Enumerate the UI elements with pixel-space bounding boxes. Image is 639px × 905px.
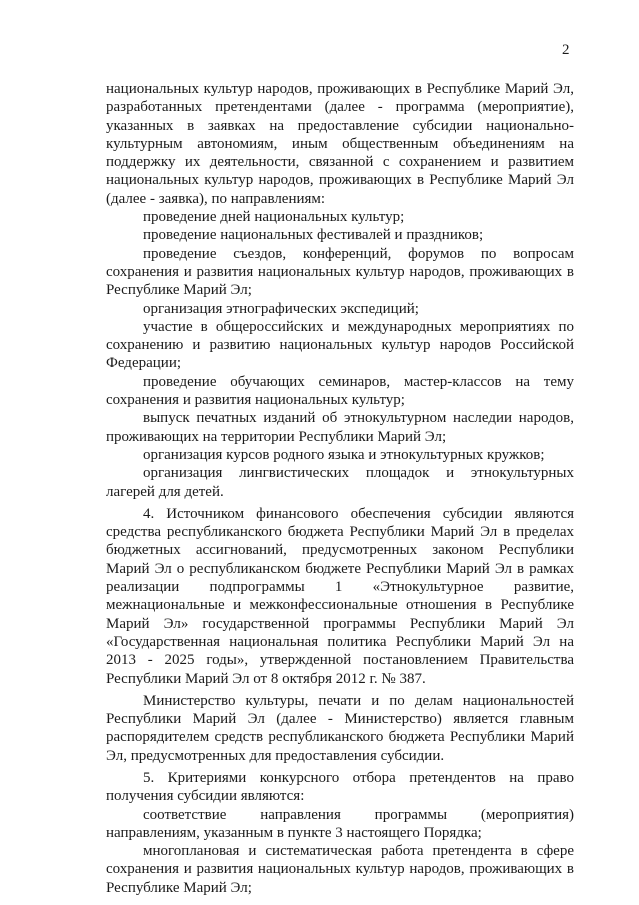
list-item-participation: участие в общероссийских и международных мероприятиях по сохранению и развитию национальных культур народов Российской Федерации; bbox=[106, 318, 574, 372]
list-item-criteria-work: многоплановая и систематическая работа претендента в сфере сохранения и развития национальных культур народов, проживающих в Республике Марий Эл; bbox=[106, 843, 574, 896]
paragraph-ministry: Министерство культуры, печати и по делам национальностей Республики Марий Эл (далее - Министерство) является главным распорядителем средств республиканского бюджета Республики Марий Эл, предусмотренных для предоставления субсидии. bbox=[106, 692, 574, 764]
list-item-national-culture-days: проведение дней национальных культур; bbox=[143, 209, 405, 226]
paragraph-intro-continuation: национальных культур народов, проживающих в Республике Марий Эл, разработанных претендентами (далее - программа (мероприятие), указанных в заявках на предоставление субсидии национально-культурным автономиям, иным общественным объединениям на поддержку их деятельности, связанной с сохранением и развитием национальных культур народов, проживающих в Республике Марий Эл (далее - заявка), по направлениям: bbox=[106, 81, 574, 207]
list-item-language-courses: организация курсов родного языка и этнокультурных кружков; bbox=[143, 446, 545, 463]
list-item-congresses: проведение съездов, конференций, форумов по вопросам сохранения и развития национальных культур народов, проживающих в Республике Марий Эл; bbox=[106, 245, 574, 299]
list-item-children-camps: организация лингвистических площадок и этнокультурных лагерей для детей. bbox=[106, 465, 574, 500]
document-body bbox=[106, 80, 574, 897]
paragraph-section-5: 5. Критериями конкурсного отбора претендентов на право получения субсидии являются: bbox=[106, 769, 574, 805]
list-item-seminars: проведение обучающих семинаров, мастер-классов на тему сохранения и развития национальных культур; bbox=[106, 373, 574, 409]
list-item-criteria-direction: соответствие направления программы (мероприятия) направлениям, указанным в пункте 3 настоящего Порядка; bbox=[106, 806, 574, 841]
list-item-expeditions: организация этнографических экспедиций; bbox=[143, 300, 419, 317]
list-item-publications: выпуск печатных изданий об этнокультурном наследии народов, проживающих на территории Республики Марий Эл; bbox=[106, 410, 574, 445]
page-number: 2 bbox=[562, 42, 570, 58]
paragraph-section-4: 4. Источником финансового обеспечения субсидии являются средства республиканского бюджета Республики Марий Эл в пределах бюджетных ассигнований, предусмотренных законом Республики Марий Эл о республиканском бюджете Республики Марий Эл в рамках реализации подпрограммы 1 «Этнокультурное развитие, межнациональные и межконфессиональные отношения в Республике Марий Эл» государственной программы Республики Марий Эл «Государственная национальная политика Республики Марий Эл на 2013 - 2025 годы», утвержденной постановлением Правительства Республики Марий Эл от 8 октября 2012 г. № 387. bbox=[106, 505, 574, 687]
list-item-festivals: проведение национальных фестивалей и праздников; bbox=[143, 227, 484, 244]
